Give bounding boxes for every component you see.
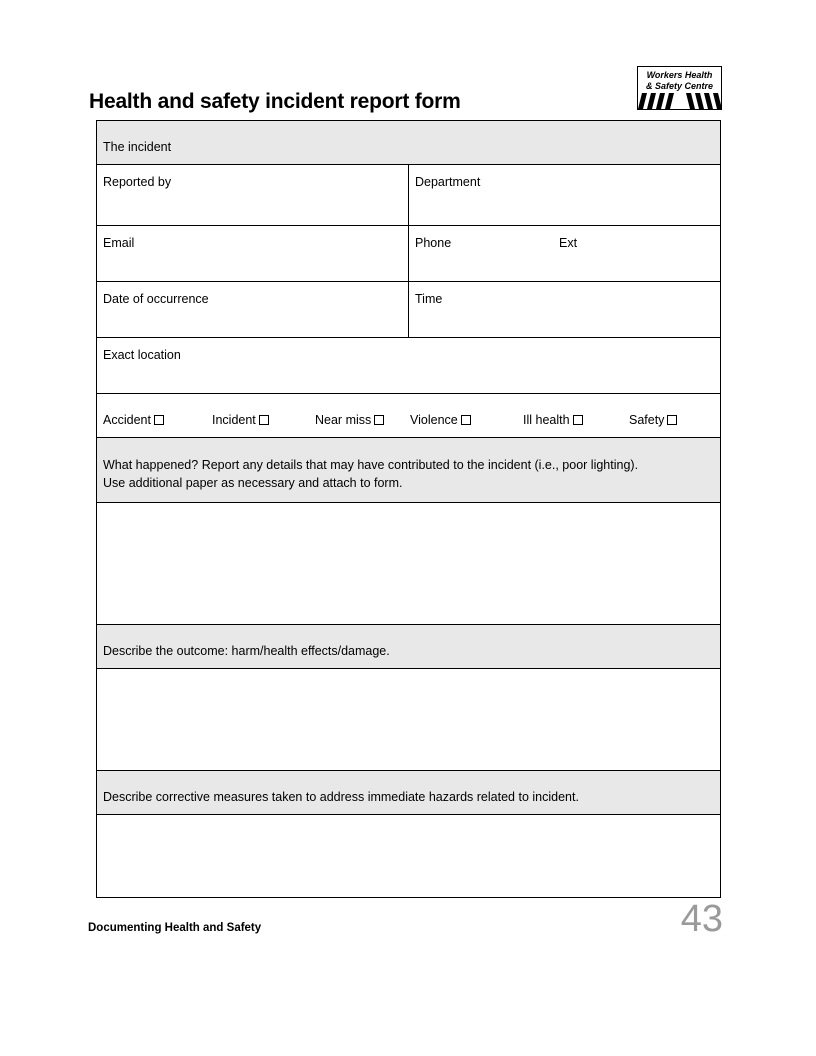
page-title: Health and safety incident report form	[89, 90, 461, 113]
near-miss-checkbox[interactable]: Near miss	[315, 413, 384, 427]
email-label: Email	[103, 236, 135, 250]
location-field[interactable]	[97, 338, 720, 394]
logo-line-2: & Safety Centre	[645, 81, 714, 91]
outcome-label: Describe the outcome: harm/health effects/damage.	[103, 644, 390, 658]
corrective-field[interactable]	[97, 815, 720, 897]
checkbox-icon	[374, 415, 384, 425]
accident-checkbox[interactable]: Accident	[103, 413, 164, 427]
time-label: Time	[415, 292, 443, 306]
department-label: Department	[415, 175, 481, 189]
incident-type-row	[97, 394, 720, 438]
checkbox-icon	[461, 415, 471, 425]
checkbox-icon	[259, 415, 269, 425]
reported-by-label: Reported by	[103, 175, 172, 189]
outcome-header	[97, 625, 720, 669]
department-field[interactable]	[409, 165, 720, 225]
organization-logo	[637, 66, 722, 110]
logo-line-1: Workers Health	[646, 70, 713, 80]
logo-stripes-icon	[638, 93, 721, 109]
incident-report-form	[96, 120, 721, 898]
section-header: The incident	[103, 140, 172, 154]
checkbox-icon	[667, 415, 677, 425]
violence-checkbox[interactable]: Violence	[410, 413, 471, 427]
reported-by-field[interactable]	[97, 165, 409, 225]
datetime-row	[97, 282, 720, 338]
page-number: 43	[680, 898, 723, 940]
incident-checkbox[interactable]: Incident	[212, 413, 269, 427]
checkbox-icon	[573, 415, 583, 425]
what-happened-field[interactable]	[97, 503, 720, 625]
safety-checkbox[interactable]: Safety	[629, 413, 677, 427]
what-happened-line-1: What happened? Report any details that may have contributed to the incident (i.e., poor lighting).	[103, 458, 639, 472]
location-label: Exact location	[103, 348, 181, 362]
ill-health-checkbox[interactable]: Ill health	[523, 413, 583, 427]
contact-row	[97, 226, 720, 282]
checkbox-icon	[154, 415, 164, 425]
outcome-field[interactable]	[97, 669, 720, 771]
phone-label: Phone	[415, 236, 452, 250]
section-header-row	[97, 121, 720, 165]
date-label: Date of occurrence	[103, 292, 209, 306]
corrective-header	[97, 771, 720, 815]
phone-field[interactable]	[409, 226, 720, 281]
ext-label: Ext	[559, 236, 578, 250]
corrective-label: Describe corrective measures taken to address immediate hazards related to incident.	[103, 790, 579, 804]
footer-text: Documenting Health and Safety	[88, 922, 262, 934]
email-field[interactable]	[97, 226, 409, 281]
reporter-row	[97, 165, 720, 226]
what-happened-header	[97, 438, 720, 503]
what-happened-line-2: Use additional paper as necessary and attach to form.	[103, 476, 403, 490]
time-field[interactable]	[409, 282, 720, 337]
date-field[interactable]	[97, 282, 409, 337]
